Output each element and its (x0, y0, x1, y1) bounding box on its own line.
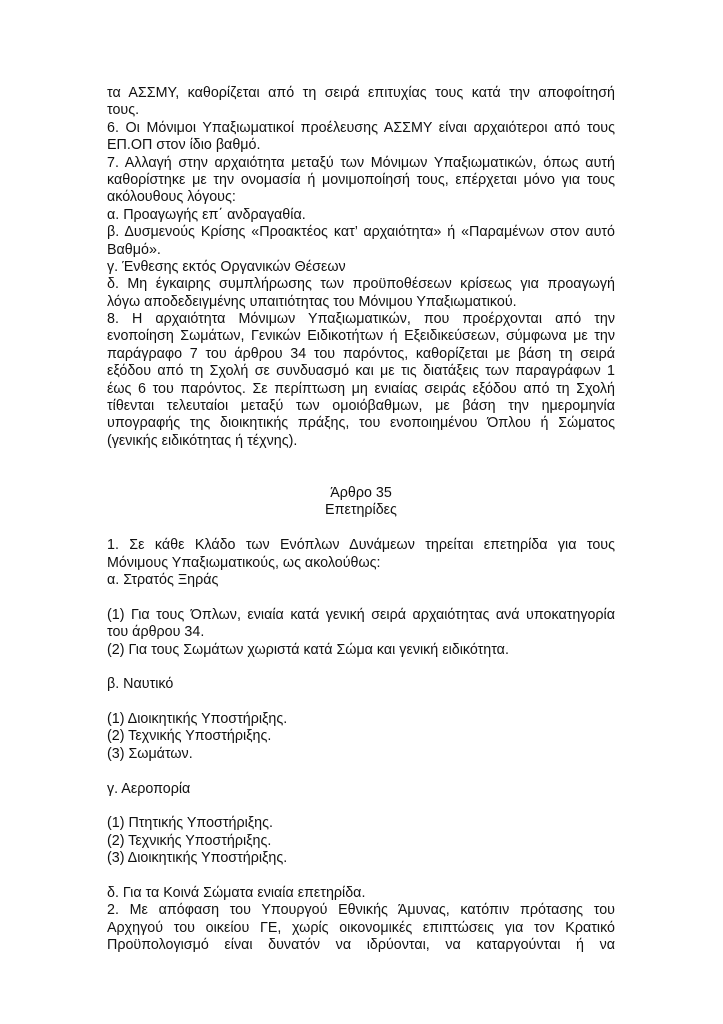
text-line: (1) Διοικητικής Υποστήριξης. (107, 711, 288, 728)
text-line: γ. Ένθεσης εκτός Οργανικών Θέσεων (107, 258, 346, 275)
text-line: (2) Τεχνικής Υποστήριξης. (107, 728, 272, 745)
text-line: 1. Σε κάθε Κλάδο των Ενόπλων Δυνάμεων τηρείται επετηρίδα για τους (107, 537, 615, 554)
text-line: εξόδου από τη Σχολή σε συνδυασμό και με τις διατάξεις των παραγράφων 1 (107, 363, 615, 380)
text-line: α. Στρατός Ξηράς (107, 571, 219, 588)
article-number-heading: Άρθρο 35 (330, 485, 392, 501)
article-title-heading: Επετηρίδες (325, 502, 397, 519)
text-line: Βαθμό». (107, 241, 161, 258)
paragraph-spacer (107, 694, 615, 711)
text-line: τους. (107, 102, 140, 119)
text-line: (1) Για τους Όπλων, ενιαία κατά γενική σειρά αρχαιότητας ανά υποκατηγορία (107, 606, 615, 623)
text-line: 2. Με απόφαση του Υπουργού Εθνικής Άμυνας, κατόπιν πρότασης του (107, 902, 615, 919)
text-line: ακόλουθους λόγους: (107, 189, 236, 206)
text-line: Προϋπολογισμό είναι δυνατόν να ιδρύονται, να καταργούνται ή να (107, 937, 615, 954)
text-line: Αρχηγού του οικείου ΓΕ, χωρίς οικονομικές επιπτώσεις για τον Κρατικό (107, 919, 615, 936)
paragraph-spacer (107, 450, 615, 485)
text-line: έως 6 του παρόντος. Σε περίπτωση μη ενιαίας σειράς εξόδου από τη Σχολή (107, 380, 615, 397)
text-line: ενοποίηση Σωμάτων, Γενικών Ειδικοτήτων ή Εξειδικεύσεων, σύμφωνα με την (107, 328, 615, 345)
text-line: γ. Αεροπορία (107, 780, 191, 797)
text-line: β. Δυσμενούς Κρίσης «Προακτέος κατ’ αρχαιότητα» ή «Παραμένων στον αυτό (107, 224, 615, 241)
paragraph-spacer (107, 763, 615, 780)
text-line: α. Προαγωγής επ΄ ανδραγαθία. (107, 206, 306, 223)
paragraph-spacer (107, 520, 615, 537)
text-line: (1) Πτητικής Υποστήριξης. (107, 815, 273, 832)
text-line: (3) Σωμάτων. (107, 745, 193, 762)
text-line: (2) Για τους Σωμάτων χωριστά κατά Σώμα και γενική ειδικότητα. (107, 641, 509, 658)
text-line: Μόνιμους Υπαξιωματικούς, ως ακολούθως: (107, 554, 381, 571)
text-line: του άρθρου 34. (107, 624, 205, 641)
paragraph-spacer (107, 589, 615, 606)
text-line: (2) Τεχνικής Υποστήριξης. (107, 832, 272, 849)
paragraph-spacer (107, 798, 615, 815)
text-line: καθορίστηκε με την ονομασία ή μονιμοποίησή τους, επέρχεται μόνο για τους (107, 171, 615, 188)
text-line: δ. Μη έγκαιρης συμπλήρωσης των προϋποθέσεων κρίσεως για προαγωγή (107, 276, 615, 293)
text-line: (3) Διοικητικής Υποστήριξης. (107, 850, 288, 867)
text-line: β. Ναυτικό (107, 676, 174, 693)
text-line: τίθενται τελευταίοι μεταξύ των ομοιόβαθμων, με βάση την ημερομηνία (107, 398, 615, 415)
text-line: 7. Αλλαγή στην αρχαιότητα μεταξύ των Μόνιμων Υπαξιωματικών, όπως αυτή (107, 154, 615, 171)
text-line: τα ΑΣΣΜΥ, καθορίζεται από τη σειρά επιτυχίας τους κατά την αποφοίτησή (107, 85, 615, 101)
text-line: 6. Οι Μόνιμοι Υπαξιωματικοί προέλευσης ΑΣΣΜΥ είναι αρχαιότεροι από τους (107, 119, 615, 136)
text-column (107, 85, 615, 955)
text-line: λόγω αποδεδειγμένης υπαιτιότητας του Μόνιμου Υπαξιωματικού. (107, 293, 517, 310)
paragraph-spacer (107, 659, 615, 676)
text-line: 8. Η αρχαιότητα Μόνιμων Υπαξιωματικών, που προέρχονται από την (107, 311, 615, 328)
text-line: υπογραφής της διοικητικής πράξης, του ενοποιημένου Όπλου ή Σώματος (107, 415, 615, 432)
paragraph-spacer (107, 868, 615, 885)
text-line: δ. Για τα Κοινά Σώματα ενιαία επετηρίδα. (107, 884, 366, 901)
text-line: παράγραφο 7 του άρθρου 34 του παρόντος, καθορίζεται με βάση τη σειρά (107, 345, 615, 362)
text-line: ΕΠ.ΟΠ στον ίδιο βαθμό. (107, 137, 261, 154)
text-line: (γενικής ειδικότητας ή τέχνης). (107, 432, 298, 449)
